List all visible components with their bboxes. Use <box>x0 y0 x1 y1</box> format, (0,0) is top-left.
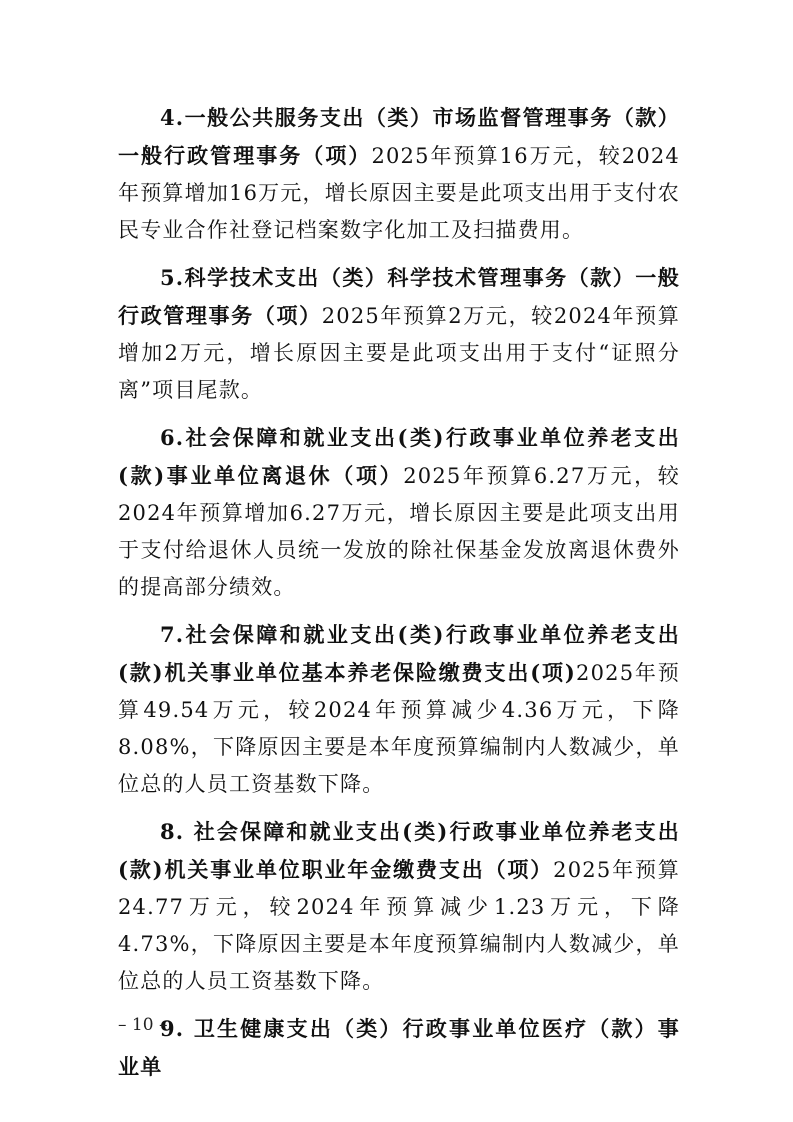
paragraph-4-heading: 4.一般公共服务支出（类）市场监督管理事务（款）一般行政管理事务（项） <box>118 105 680 168</box>
paragraph-4-body: 2025年预算16万元，较2024年预算增加16万元，增长原因主要是此项支出用于支付农民专业合作社登记档案数字化加工及扫描费用。 <box>118 144 680 242</box>
paragraph-7-heading: 7.社会保障和就业支出(类)行政事业单位养老支出(款)机关事业单位基本养老保险缴费支出(项) <box>118 622 680 685</box>
paragraph-8 <box>118 813 680 1000</box>
paragraph-5-body: 2025年预算2万元，较2024年预算增加2万元，增长原因主要是此项支出用于支付“证照分离”项目尾款。 <box>118 304 680 402</box>
paragraph-6-heading: 6.社会保障和就业支出(类)行政事业单位养老支出(款)事业单位离退休（项） <box>118 425 680 488</box>
paragraph-9-heading: 9. 卫生健康支出（类）行政事业单位医疗（款）事业单 <box>118 1016 680 1079</box>
paragraph-8-body: 2025年预算24.77万元，较2024年预算减少1.23万元，下降4.73%，下降原因主要是本年度预算编制内人数减少，单位总的人员工资基数下降。 <box>118 858 681 993</box>
document-body <box>118 99 680 1096</box>
paragraph-8-heading: 8. 社会保障和就业支出(类)行政事业单位养老支出(款)机关事业单位职业年金缴费支出（项） <box>118 819 680 882</box>
page-number: – 10 – <box>118 1015 168 1035</box>
paragraph-7 <box>118 616 680 803</box>
paragraph-5-heading: 5.科学技术支出（类）科学技术管理事务（款）一般行政管理事务（项） <box>118 265 680 328</box>
paragraph-6-body: 2025年预算6.27万元，较2024年预算增加6.27万元，增长原因主要是此项支出用于支付给退休人员统一发放的除社保基金发放离退休费外的提高部分绩效。 <box>118 464 680 599</box>
paragraph-5 <box>118 259 680 409</box>
paragraph-9 <box>118 1010 680 1086</box>
paragraph-6 <box>118 419 680 606</box>
paragraph-7-body: 2025年预算49.54万元，较2024年预算减少4.36万元，下降8.08%，下降原因主要是本年度预算编制内人数减少，单位总的人员工资基数下降。 <box>118 661 680 796</box>
paragraph-4 <box>118 99 680 249</box>
